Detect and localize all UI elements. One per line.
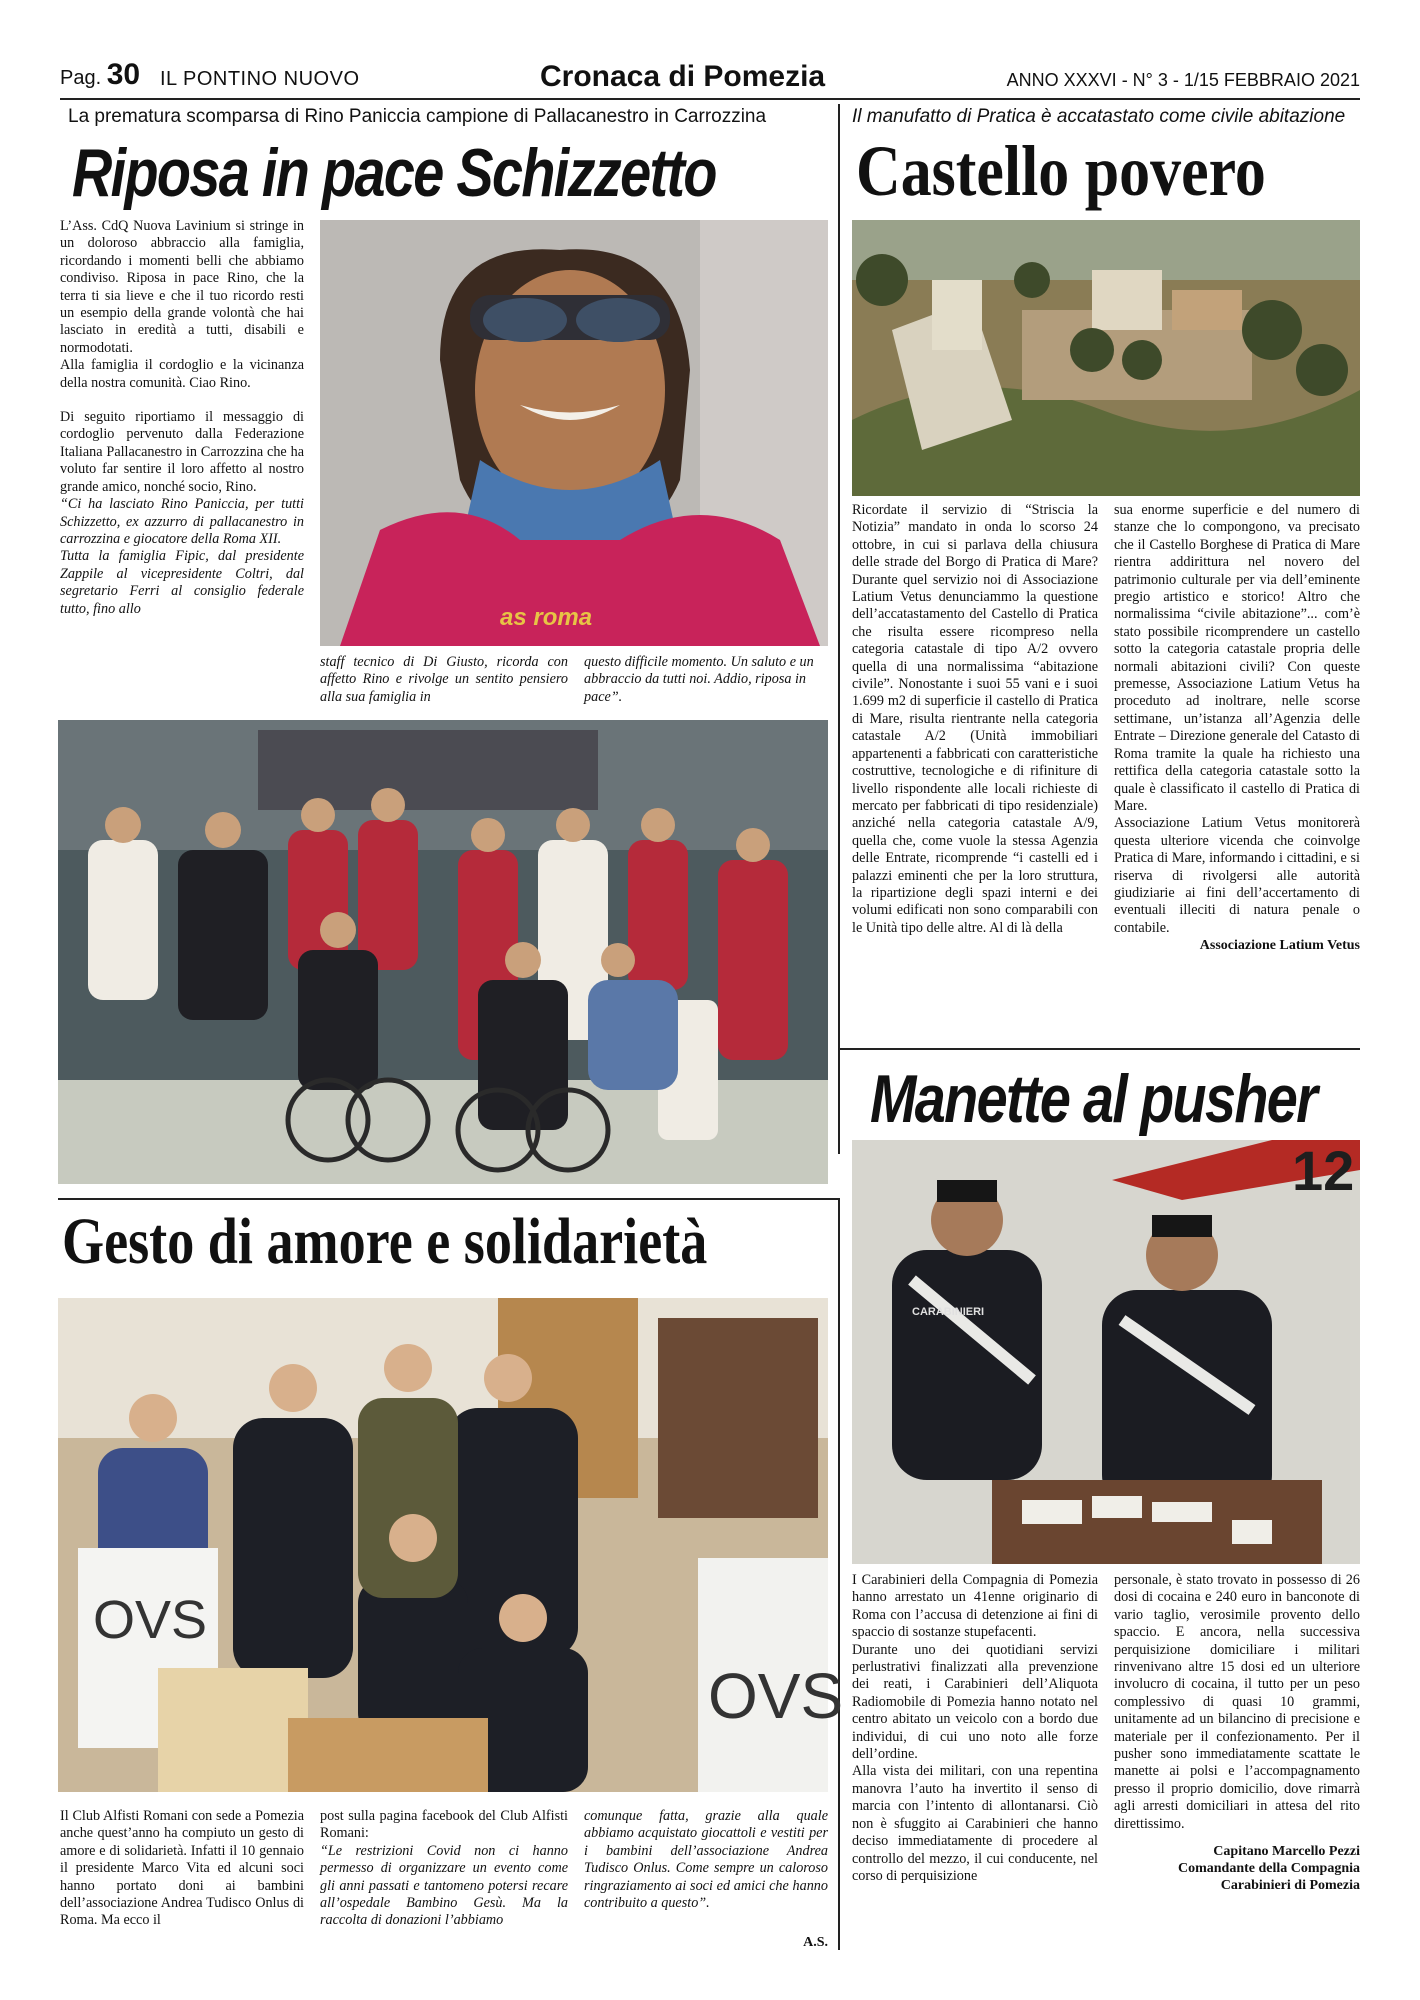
paragraph: Alla vista dei militari, con una repentina manovra l’auto ha invertito il senso di marcia con l’intento di allontanarsi. Ciò non è sfuggito ai Carabinieri che hanno deciso immediatamente di procedere al controllo del mezzo, il cui conducente, nel corso di perquisizione <box>852 1763 1098 1884</box>
castle-photo <box>852 220 1360 496</box>
donation-photo <box>58 1298 844 1792</box>
article4-column-3: comunque fatta, grazie alla quale abbiamo acquistato giocattoli e vestiti per i bambini dell’associazione Andrea Tudisco Onlus. Come sempre un caloroso ringraziamento ai soci ed amici che hanno contribuito a questo”. <box>584 1808 828 1912</box>
column-divider <box>838 1200 840 1950</box>
article3-column-2 <box>1114 1572 1360 1894</box>
shirt-logo-text: as roma <box>500 604 593 631</box>
article4-signature: A.S. <box>803 1935 828 1950</box>
section-title: Cronaca di Pomezia <box>540 60 826 93</box>
group-photo <box>58 720 828 1184</box>
paragraph: Di seguito riportiamo il messaggio di cordoglio pervenuto dalla Federazione Italiana Pallacanestro in Carrozzina che ha voluto far sentire il loro affetto al nostro grande amico, nonché socio, Rino. <box>60 409 304 495</box>
article2-kicker: Il manufatto di Pratica è accatastato come civile abitazione <box>852 106 1346 127</box>
article1-kicker: La prematura scomparsa di Rino Paniccia campione di Pallacanestro in Carrozzina <box>68 106 767 127</box>
article3-signature: Capitano Marcello Pezzi Comandante della Compagnia Carabinieri di Pomezia <box>1177 1844 1360 1894</box>
publication-name: IL PONTINO NUOVO <box>160 68 360 90</box>
article2-signature: Associazione Latium Vetus <box>1199 938 1360 954</box>
portrait-photo <box>320 220 828 646</box>
article2-column-1: Ricordate il servizio di “Striscia la Notizia” mandato in onda lo scorso 24 ottobre, in cui si parlava della chiusura delle strade del Borgo di Pratica di Mare? Durante quel servizio noi di Associazione Latium Vetus denunciammo la questione dell’accatastamento del Castello di Pratica che risulta essere ricompreso nella categoria catastale di tipo A/2 ovvero quella di una normalissima “abitazione civile”. Nonostante i suoi 55 vani e i suoi 1.699 m2 di superficie il castello di Pratica di Mare, risulta rientrante nella categoria catastale A/2 (Unità immobiliari appartenenti a fabbricati con caratteristiche costruttive, tecnologiche e di rifiniture di livello rispondente alle locali richieste di mercato per fabbricati di tipo residenziale) anziché nella categoria catastale A/9, quella che, come vuole la stessa Agenzia delle Entrate, ricomprende “i castelli ed i palazzi eminenti che per la loro struttura, la ripartizione degli spazi interni e dei volumi edificati non sono comparabili con le Unità tipo delle altre. Al di là della <box>852 502 1098 936</box>
article1-column-2: staff tecnico di Di Giusto, ricorda con affetto Rino e rivolge un sentito pensiero alla sua famiglia in <box>320 654 568 705</box>
article1-column-1 <box>60 218 304 618</box>
masthead <box>60 58 1360 100</box>
article3-headline: Manette al pusher <box>870 1061 1317 1137</box>
paragraph: Associazione Latium Vetus monitorerà questa ulteriore vicenda che coinvolge Pratica di Mare, informando i cittadini, e si riserva di rivolgersi alle autorità giudiziarie ai fini dell’accertamento di eventuali illeciti di natura penale o contabile. <box>1114 815 1360 936</box>
article1-column-3: questo difficile momento. Un saluto e un abbraccio da tutti noi. Addio, riposa in pace”. <box>584 654 814 705</box>
bag-logo-text: OVS <box>93 1590 208 1650</box>
wall-sign-text: 12 <box>1292 1139 1355 1202</box>
article4-column-2 <box>320 1808 568 1930</box>
paragraph: Durante uno dei quotidiani servizi perlustrativi finalizzati alla prevenzione dei reati, i Carabinieri dell’Aliquota Radiomobile di Pomezia hanno notato nel centro abitato un veicolo con a bordo due individui, di cui uno noto alle forze dell’ordine. <box>852 1641 1098 1763</box>
article3-column-1 <box>852 1572 1098 1885</box>
bag-logo-text: OVS <box>708 1660 844 1732</box>
article2-headline: Castello povero <box>856 131 1266 211</box>
article2-column-2 <box>1114 502 1360 954</box>
page-number: Pag. 30 <box>60 58 141 91</box>
quote: Tutta la famiglia Fipic, dal presidente Zappile al vicepresidente Coltri, dal segretario Ferri al consiglio federale tutto, fino allo <box>60 548 304 617</box>
vest-text: CARABINIERI <box>912 1306 985 1318</box>
quote: “Ci ha lasciato Rino Paniccia, per tutti Schizzetto, ex azzurro di pallacanestro in carrozzina e giocatore della Roma XII. <box>60 496 304 547</box>
column-divider <box>838 104 840 1154</box>
paragraph: I Carabinieri della Compagnia di Pomezia hanno arrestato un 41enne originario di Roma con l’accusa di detenzione ai fini di spaccio di sostanze stupefacenti. <box>852 1572 1098 1641</box>
carabinieri-photo <box>852 1140 1360 1564</box>
issue-info: ANNO XXXVI - N° 3 - 1/15 FEBBRAIO 2021 <box>1006 70 1360 90</box>
section-divider <box>840 1048 1360 1050</box>
paragraph: L’Ass. CdQ Nuova Lavinium si stringe in un doloroso abbraccio alla famiglia, ricordando i momenti belli che abbiamo condiviso. Riposa in pace Rino, che la terra ti sia lieve e che il tuo ricordo resti un esempio della grande volontà che hai lasciato in eredità a tutti, disabili e normodotati. <box>60 218 304 356</box>
article1-headline: Riposa in pace Schizzetto <box>72 135 716 211</box>
article4-column-1: Il Club Alfisti Romani con sede a Pomezia anche quest’anno ha compiuto un gesto di amore e di solidarietà. Infatti il 10 gennaio il presidente Marco Vita ed alcuni soci hanno portato doni ai bambini dell’associazione Andrea Tudisco Onlus di Roma. Ma ecco il <box>60 1808 304 1929</box>
article4-headline: Gesto di amore e solidarietà <box>62 1205 708 1278</box>
paragraph: post sulla pagina facebook del Club Alfisti Romani: <box>320 1808 568 1842</box>
paragraph: personale, è stato trovato in possesso di 26 dosi di cocaina e 240 euro in banconote di vario taglio, verosimile provento dello spaccio. E ancora, nella successiva perquisizione domiciliare i militari rinvenivano altre 15 dosi ed un ulteriore involucro di cocaina, il tutto per un peso complessivo di quasi 10 grammi, unitamente ad un bilancino di precisione e materiale per il confezionamento. Per il pusher sono immediatamente scattate le manette ai polsi e l’accompagnamento presso il proprio domicilio, dove rimarrà agli arresti domiciliari in attesa del rito direttissimo. <box>1114 1572 1360 1832</box>
paragraph: Alla famiglia il cordoglio e la vicinanza della nostra comunità. Ciao Rino. <box>60 357 304 391</box>
paragraph: sua enorme superficie e del numero di stanze che lo compongono, va precisato che il Castello Borghese di Pratica di Mare rientra addirittura nel novero del patrimonio culturale per via dell’eminente pregio artistico e storico! Altro che normalissima “civile abitazione”... com’è stato possibile ricomprendere un castello sotto la categoria catastale propria delle normali abitazioni civili? Con queste premesse, Associazione Latium Vetus ha proceduto ad inoltrare, nelle scorse settimane, un’istanza all’Agenzia delle Entrate – Direzione generale del Catasto di Roma tramite la quale ha richiesto una rettifica della categoria catastale sotto la quale è classificato il castello di Pratica di Mare. <box>1114 502 1360 814</box>
quote: “Le restrizioni Covid non ci hanno permesso di organizzare un evento come gli anni passati e tantomeno potersi recare all’ospedale Bambino Gesù. Ma la raccolta di donazioni l’abbiamo <box>320 1842 568 1929</box>
section-divider <box>58 1198 840 1200</box>
